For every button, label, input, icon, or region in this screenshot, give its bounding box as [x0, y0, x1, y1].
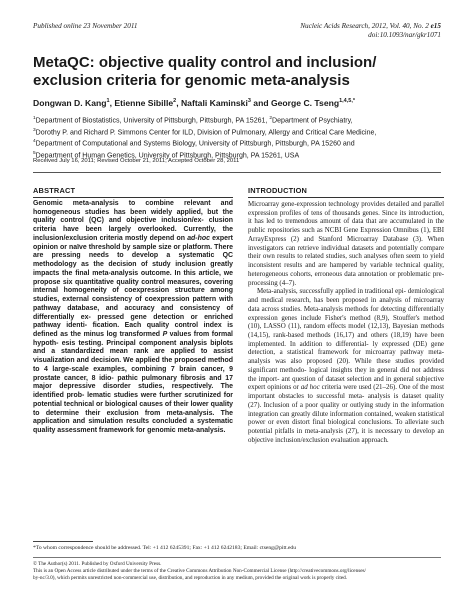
author-sep: ,: [176, 98, 181, 108]
abstract-line: minus log transformed P values from formal hypoth-: [33, 331, 233, 347]
intro-line: analysis is dataset quality (27). Inclusion of a poor quality: [248, 392, 444, 409]
intro-line: such analyses often seem to yield inconsistent results and: [248, 252, 445, 270]
affiliations: [33, 114, 453, 161]
intro-line: expert opinions or ad hoc criteria were used (21–26).: [248, 383, 397, 392]
affil-text: Department of Computational and Systems Biology, University of Pittsburgh, Pittsburgh, PA 15260 and: [35, 140, 355, 148]
intro-line: such as NCBI Gene Expression Omnibus (1), EBI: [302, 226, 444, 235]
intro-line: Microarray gene-expression technology provides detailed: [248, 200, 410, 208]
intro-line: alleviate such potential pitfalls in meta-analysis (27), it: [248, 418, 444, 436]
abstract-line: lematic studies were further scrutinized for potential: [33, 392, 234, 408]
author-name: Etienne Sibille: [114, 98, 174, 108]
footnote-rule: [33, 541, 93, 542]
intro-paragraph: [248, 287, 444, 444]
affil-text: Department of Psychiatry,: [272, 117, 353, 125]
author-name: George C. Tseng: [270, 98, 340, 108]
intro-line: LASSO (11), random effects model (12,13), Bayesian: [263, 322, 419, 331]
intro-line: or outlying study in the information integration can: [248, 400, 444, 418]
author-list: [33, 98, 453, 108]
received-dates: Received July 16, 2011; Revised October 21, 2011; Accepted October 28, 2011: [33, 158, 240, 164]
intro-line: methods (14,15), rank-based methods (16,17) and others: [248, 322, 445, 340]
author-sep: and: [250, 98, 271, 108]
intro-line: demiological and medical research, has been proposed in: [248, 287, 445, 305]
author-sep: ,: [109, 98, 115, 108]
affiliation-line: [33, 137, 453, 149]
title-line: exclusion criteria for genomic meta-analysis: [33, 71, 350, 89]
intro-line: analysis of microarray data across studies. Meta-analysis: [248, 296, 444, 313]
intro-line: potentially compare their own results to related studies,: [248, 243, 445, 261]
abstract-line: homogeneous studies has been widely applied, but: [33, 208, 219, 216]
abstract-line: proposed method to 4 large-scale examples,: [33, 357, 233, 373]
affil-sup: 5: [33, 150, 36, 156]
intro-line: are hampered by variable technical quality, heterogeneous: [248, 261, 445, 278]
affil-text: Department of Human Genetics, University of Pittsburgh, Pittsburgh, PA 15261, USA: [35, 152, 300, 160]
intro-line: processing (4–7).: [248, 278, 297, 287]
heading-rule: [33, 197, 233, 198]
intro-line: logical insights they in general did not address the import-: [248, 365, 445, 383]
affil-sup: 4: [33, 139, 36, 145]
copyright-line: by-nc/3.0), which permits unrestricted non-commercial use, distribution, and reproduction in any medium, provided the original work is properly cited.: [33, 575, 348, 582]
author-name: Dongwan D. Kang: [33, 98, 107, 108]
abstract-line: covering internal homogeneity of coexpression: [33, 278, 233, 295]
abstract-line: final meta-analysis outcome. In this article, we: [75, 269, 233, 277]
introduction-heading-text: INTRODUCTION: [248, 186, 308, 195]
intro-line: include Fisher's method (8,9), Stouffer's method (10),: [248, 313, 445, 331]
abstract-line: fication. Each quality control index is defined as the: [33, 322, 233, 339]
affiliation-line: [33, 114, 453, 126]
abstract-line: the quality control (QC) and objective inclusion/ex-: [33, 208, 233, 225]
journal-name: Nucleic Acids Research, 2012, Vol. 40, No. 2: [300, 22, 429, 30]
intro-line: ly expressed (DE) gene detection, a statistical framework: [248, 339, 445, 357]
author-sup: 3: [247, 98, 251, 105]
intro-line: (18,19) have been implemented. In addition to differential-: [248, 331, 445, 348]
abstract-line: Genomic meta-analysis to combine relevant and: [33, 200, 233, 207]
intro-line: Meta-analysis, successfully applied in traditional epi-: [257, 287, 406, 296]
abstract-line: coexpression pattern with pathway database, and: [33, 296, 233, 312]
introduction-body: [248, 200, 444, 445]
intro-paragraph: [248, 200, 444, 287]
copyright-line: This is an Open Access article distributed under the terms of the Creative Commons Attribution Non-Commercial License (http://creativecommons.org/licenses/: [33, 568, 366, 575]
doi-link[interactable]: doi:10.1093/nar/gkr1071: [368, 31, 441, 39]
abstract-line: esis testing. Principal component analysis biplots: [61, 339, 233, 347]
abstract-line: systematic quality assessment framework for: [33, 418, 233, 435]
abstract-line: the decision of study inclusion greatly impacts the: [33, 261, 233, 277]
abstract-line: The application and simulation results concluded a: [33, 409, 233, 426]
affil-text: Department of Biostatistics, University of Pittsburgh, Pittsburgh, PA 15261,: [35, 117, 270, 125]
abstract-line: by sample size or platform. There are pressing: [33, 243, 234, 260]
intro-line: and parallel expression profiles of tens of thousands genes.: [248, 200, 444, 217]
page-number: e15: [430, 22, 441, 30]
abstract-line: genomic meta-analysis.: [147, 427, 226, 435]
intro-line: ArrayExpress (2) and Stanford Microarray Database (3).: [248, 234, 423, 243]
intro-line: ant question of dataset selection and in general subjective: [281, 374, 444, 383]
affil-sup: 2: [269, 116, 273, 121]
copyright-notice: [33, 561, 443, 582]
affiliation-line: [33, 126, 453, 138]
abstract-heading-text: ABSTRACT: [33, 186, 76, 195]
author-name: Naftali Kaminski: [180, 98, 248, 108]
intro-line: is necessary to develop an objective inclusion/exclusion: [248, 427, 445, 444]
affil-sup: 1: [33, 116, 36, 121]
abstract-line: and a standardized mean rank are applied to: [33, 348, 208, 356]
abstract-line: clusion criteria have been largely overlooked.: [33, 217, 233, 234]
title-line: MetaQC: objective quality control and inclusion/: [33, 54, 377, 71]
divider: [33, 172, 441, 173]
intro-line: When investigators can retrieve individual datasets and: [248, 234, 445, 252]
copyright-line: © The Author(s) 2011. Published by Oxford University Press.: [33, 561, 162, 567]
intro-line: of data that are accumulated in the public repositories: [248, 217, 444, 235]
abstract-line: depend on ad-hoc expert opinion or naïve threshold: [33, 234, 233, 251]
intro-line: Since its introduction, it has led to tremendous amount: [248, 208, 444, 226]
published-date: Published online 23 November 2011: [33, 22, 138, 30]
abstract-line: technical or biological causes of their lower quality: [63, 400, 233, 408]
abstract-line: needs to develop a systematic QC methodology as: [33, 252, 233, 269]
correspondence-footnote: *To whom correspondence should be addressed. Tel: +1 412 6245391; Fax: +1 412 6242183; Email: ctseng@pitt.edu: [33, 545, 297, 551]
introduction-heading: [248, 186, 444, 198]
affil-text: Dorothy P. and Richard P. Simmons Center for ILD, Division of Pulmonary, Allergy and Critical Care Medicine,: [35, 128, 377, 136]
abstract-line: to determine their exclusion from meta-analysis.: [33, 409, 215, 417]
intro-line: greatly dilute information contained, weaken statistical: [291, 409, 444, 418]
author-sup: 2: [173, 98, 177, 105]
divider: [33, 557, 441, 558]
journal-citation: [300, 22, 441, 40]
abstract-line: Currently, the inclusion/exclusion criteria mostly: [33, 226, 233, 242]
intro-line: One of the most important obstacles to successful meta-: [248, 383, 444, 401]
intro-line: cohorts, erroneous data annotation or problematic pre-: [290, 269, 444, 278]
abstract-line: structure among studies, external consistency of: [33, 287, 233, 304]
author-sup: 1,4,5,*: [339, 98, 355, 105]
article-title: [33, 54, 453, 89]
intro-line: evaluation approach.: [330, 435, 389, 444]
abstract-line: pathic pulmonary fibrosis and 17 major depressive: [33, 374, 233, 391]
abstract-line: accuracy and consistency of differentially ex-: [33, 304, 234, 321]
intro-line: methods for detecting differentially expression genes: [248, 304, 444, 322]
abstract-line: disorder studies, respectively. The identified prob-: [33, 383, 233, 400]
heading-rule: [248, 197, 444, 198]
abstract-line: combining 7 brain cancer, 9 prostate cancer, 8 idio-: [33, 365, 233, 382]
author-sup: 1: [106, 98, 110, 105]
abstract-line: assist visualization and decision. We applied the: [33, 348, 233, 365]
intro-line: for microarray pathway meta-analysis was also proposed: [248, 348, 445, 366]
intro-line: (20). While these studies provided significant methodo-: [248, 357, 445, 374]
abstract-heading: [33, 186, 233, 198]
intro-line: power or even distort final biological conclusions. To: [248, 418, 403, 427]
abstract-line: pressed gene detection or enriched pathway identi-: [33, 313, 233, 330]
abstract-body: [33, 200, 233, 436]
abstract-line: propose six quantitative quality control measures,: [33, 278, 202, 286]
affil-sup: 3: [33, 127, 36, 133]
